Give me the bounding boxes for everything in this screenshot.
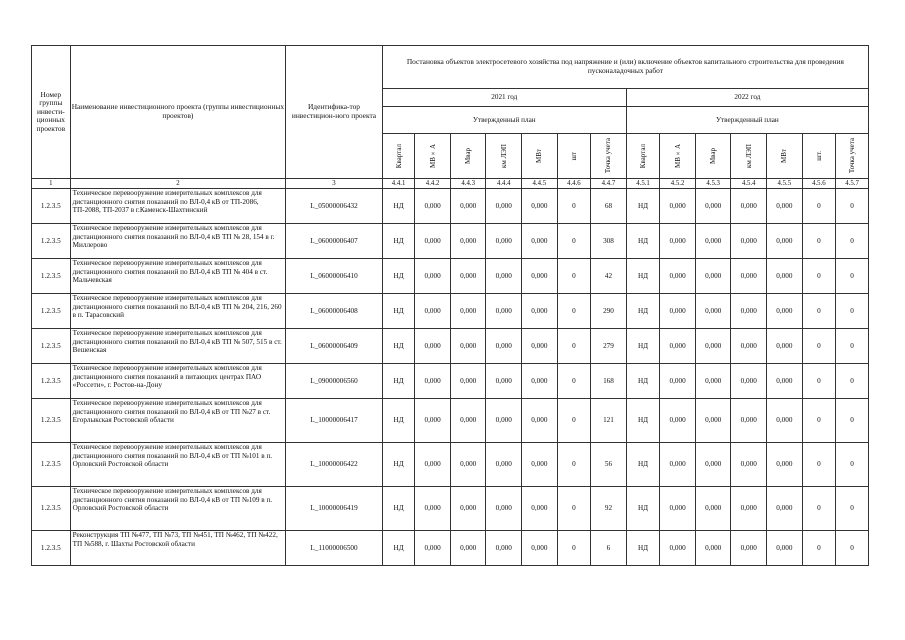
group-number-cell: 1.2.3.5 <box>32 329 71 364</box>
value-2022-cell: 0 <box>836 224 869 259</box>
value-2021-cell: НД <box>382 399 415 443</box>
header-year-2022: 2022 год <box>626 89 868 107</box>
project-id-cell: L_10000006419 <box>286 487 383 531</box>
project-id-cell: L_06000006408 <box>286 294 383 329</box>
table-row <box>32 259 869 294</box>
unit-2022-pcs: шт. <box>802 134 836 179</box>
value-2021-cell: 0,000 <box>522 443 558 487</box>
value-2022-cell: 0,000 <box>660 294 696 329</box>
value-2021-cell: НД <box>382 329 415 364</box>
value-2022-cell: 0,000 <box>660 259 696 294</box>
value-2021-cell: НД <box>382 224 415 259</box>
value-2022-cell: 0,000 <box>731 224 767 259</box>
column-number: 4.5.2 <box>660 179 696 189</box>
value-2021-cell: 0,000 <box>450 531 486 566</box>
table-header <box>32 46 869 189</box>
value-2022-cell: 0 <box>802 224 836 259</box>
value-2022-cell: 0,000 <box>767 259 803 294</box>
group-number-cell: 1.2.3.5 <box>32 487 71 531</box>
value-2022-cell: 0,000 <box>660 531 696 566</box>
value-2022-cell: 0,000 <box>660 224 696 259</box>
value-2022-cell: 0 <box>802 189 836 224</box>
unit-2021-quarter: Квартал <box>382 134 415 179</box>
value-2022-cell: 0,000 <box>731 294 767 329</box>
value-2022-cell: 0,000 <box>767 294 803 329</box>
header-plan-2021: Утвержденный план <box>382 107 626 134</box>
unit-2022-quarter: Квартал <box>626 134 660 179</box>
value-2022-cell: 0 <box>802 399 836 443</box>
project-id-cell: L_06000006407 <box>286 224 383 259</box>
value-2021-cell: НД <box>382 443 415 487</box>
value-2021-cell: НД <box>382 294 415 329</box>
unit-2022-metering-point: Точка учета <box>836 134 869 179</box>
project-name-cell: Техническое перевооружение измерительных комплексов для дистанционного снятия показаний по ВЛ-0,4 кВ от ТП-2086, ТП-2088, ТП-2037 в г.Каменск-Шахтинский <box>70 189 286 224</box>
value-2022-cell: 0,000 <box>767 329 803 364</box>
project-id-cell: L_10000006422 <box>286 443 383 487</box>
value-2021-cell: 0,000 <box>450 487 486 531</box>
value-2021-cell: 0,000 <box>415 399 451 443</box>
header-project-name: Наименование инвестиционного проекта (группы инвестиционных проектов) <box>70 46 286 179</box>
value-2022-cell: 0,000 <box>731 487 767 531</box>
value-2022-cell: 0,000 <box>767 364 803 399</box>
value-2021-cell: 0,000 <box>450 364 486 399</box>
value-2022-cell: 0 <box>836 364 869 399</box>
value-2021-cell: 0 <box>557 329 591 364</box>
column-number: 4.5.3 <box>695 179 731 189</box>
value-2021-cell: 0 <box>557 364 591 399</box>
project-name-cell: Реконструкция ТП №477, ТП №73, ТП №451, ТП №462, ТП №422, ТП №588, г. Шахты Ростовской области <box>70 531 286 566</box>
unit-2022-km: км ЛЭП <box>731 134 767 179</box>
table-row <box>32 224 869 259</box>
column-number: 4.4.4 <box>486 179 522 189</box>
value-2021-cell: 0,000 <box>486 487 522 531</box>
value-2022-cell: 0,000 <box>695 364 731 399</box>
value-2022-cell: 0,000 <box>731 189 767 224</box>
value-2022-cell: 0 <box>802 329 836 364</box>
group-number-cell: 1.2.3.5 <box>32 531 71 566</box>
unit-2022-mva: МВ×А <box>660 134 696 179</box>
value-2022-cell: 0,000 <box>660 364 696 399</box>
column-number: 2 <box>70 179 286 189</box>
value-2021-cell: 0,000 <box>450 224 486 259</box>
value-2022-cell: 0,000 <box>767 443 803 487</box>
value-2021-cell: 0,000 <box>486 364 522 399</box>
value-2021-cell: 0,000 <box>450 399 486 443</box>
value-2022-cell: НД <box>626 189 660 224</box>
group-number-cell: 1.2.3.5 <box>32 224 71 259</box>
value-2021-cell: НД <box>382 259 415 294</box>
value-2021-cell: 0,000 <box>415 364 451 399</box>
group-number-cell: 1.2.3.5 <box>32 364 71 399</box>
value-2021-cell: 0,000 <box>415 329 451 364</box>
value-2021-cell: 68 <box>591 189 627 224</box>
value-2021-cell: 0,000 <box>486 531 522 566</box>
value-2021-cell: 0,000 <box>450 259 486 294</box>
value-2022-cell: 0,000 <box>731 399 767 443</box>
value-2021-cell: 0,000 <box>522 294 558 329</box>
value-2022-cell: НД <box>626 294 660 329</box>
header-project-identifier: Идентифика-тор инвестицион-ного проекта <box>286 46 383 179</box>
column-number: 1 <box>32 179 71 189</box>
value-2021-cell: 0,000 <box>486 329 522 364</box>
column-number: 4.4.3 <box>450 179 486 189</box>
group-number-cell: 1.2.3.5 <box>32 443 71 487</box>
value-2021-cell: 0,000 <box>522 399 558 443</box>
value-2022-cell: 0,000 <box>695 531 731 566</box>
value-2021-cell: 0,000 <box>486 294 522 329</box>
value-2022-cell: 0 <box>836 189 869 224</box>
value-2021-cell: 0,000 <box>522 364 558 399</box>
group-number-cell: 1.2.3.5 <box>32 399 71 443</box>
value-2021-cell: НД <box>382 189 415 224</box>
unit-2021-km: км ЛЭП <box>486 134 522 179</box>
value-2021-cell: 0,000 <box>522 224 558 259</box>
unit-2021-pcs: шт <box>557 134 591 179</box>
value-2022-cell: 0,000 <box>767 224 803 259</box>
project-id-cell: L_06000006409 <box>286 329 383 364</box>
value-2021-cell: 0,000 <box>415 531 451 566</box>
value-2022-cell: 0,000 <box>767 531 803 566</box>
value-2022-cell: 0 <box>802 531 836 566</box>
value-2021-cell: 121 <box>591 399 627 443</box>
project-name-cell: Техническое перевооружение измерительных комплексов для дистанционного снятия показаний по ВЛ-0,4 кВ от ТП №101 в п. Орловский Ростовской области <box>70 443 286 487</box>
column-number: 4.5.7 <box>836 179 869 189</box>
value-2021-cell: 0,000 <box>522 259 558 294</box>
column-number: 4.4.6 <box>557 179 591 189</box>
value-2021-cell: 0 <box>557 224 591 259</box>
value-2021-cell: 0,000 <box>415 487 451 531</box>
value-2022-cell: 0,000 <box>695 487 731 531</box>
group-number-cell: 1.2.3.5 <box>32 189 71 224</box>
table-row <box>32 531 869 566</box>
value-2022-cell: 0 <box>836 531 869 566</box>
value-2021-cell: 0,000 <box>415 224 451 259</box>
value-2021-cell: 168 <box>591 364 627 399</box>
value-2022-cell: 0 <box>836 399 869 443</box>
unit-2021-mva: МВ×А <box>415 134 451 179</box>
value-2021-cell: 56 <box>591 443 627 487</box>
value-2021-cell: 0,000 <box>415 259 451 294</box>
column-numbers-row <box>32 179 869 189</box>
header-main-title: Постановка объектов электросетевого хозяйства под напряжение и (или) включение объектов капитального строительства для проведения пусконаладочных работ <box>382 46 868 89</box>
column-number: 4.4.5 <box>522 179 558 189</box>
value-2022-cell: 0,000 <box>731 259 767 294</box>
value-2021-cell: 0,000 <box>450 443 486 487</box>
value-2021-cell: 6 <box>591 531 627 566</box>
value-2022-cell: 0 <box>836 487 869 531</box>
value-2022-cell: 0,000 <box>767 487 803 531</box>
value-2022-cell: 0,000 <box>731 329 767 364</box>
investment-projects-table <box>31 45 869 566</box>
value-2022-cell: НД <box>626 259 660 294</box>
value-2021-cell: 0,000 <box>415 294 451 329</box>
value-2022-cell: 0,000 <box>695 259 731 294</box>
value-2022-cell: НД <box>626 399 660 443</box>
value-2021-cell: 0 <box>557 487 591 531</box>
value-2022-cell: 0,000 <box>695 294 731 329</box>
value-2021-cell: 0,000 <box>486 259 522 294</box>
value-2022-cell: НД <box>626 329 660 364</box>
project-name-cell: Техническое перевооружение измерительных комплексов для дистанционного снятия показаний по ВЛ-0,4 кВ ТП № 28, 154 в г. Миллерово <box>70 224 286 259</box>
value-2022-cell: 0,000 <box>767 189 803 224</box>
project-id-cell: L_05000006432 <box>286 189 383 224</box>
unit-2021-mvar: Мвар <box>450 134 486 179</box>
value-2022-cell: 0,000 <box>695 443 731 487</box>
value-2022-cell: 0,000 <box>695 329 731 364</box>
unit-2022-mw: МВт <box>767 134 803 179</box>
value-2022-cell: 0,000 <box>731 364 767 399</box>
value-2021-cell: 279 <box>591 329 627 364</box>
unit-2021-mw: МВт <box>522 134 558 179</box>
column-number: 4.5.1 <box>626 179 660 189</box>
value-2022-cell: 0 <box>802 487 836 531</box>
value-2022-cell: 0,000 <box>695 189 731 224</box>
unit-2022-mvar: Мвар <box>695 134 731 179</box>
value-2021-cell: 0,000 <box>522 531 558 566</box>
value-2021-cell: 0,000 <box>522 329 558 364</box>
column-number: 4.5.5 <box>767 179 803 189</box>
column-number: 4.4.2 <box>415 179 451 189</box>
value-2022-cell: НД <box>626 487 660 531</box>
value-2022-cell: 0 <box>836 443 869 487</box>
value-2021-cell: 0,000 <box>486 189 522 224</box>
value-2022-cell: 0,000 <box>731 443 767 487</box>
value-2022-cell: 0 <box>836 294 869 329</box>
value-2022-cell: 0 <box>802 443 836 487</box>
project-name-cell: Техническое перевооружение измерительных комплексов для дистанционного снятия показаний по ВЛ-0,4 кВ ТП № 507, 515 в ст. Вешенская <box>70 329 286 364</box>
value-2022-cell: 0,000 <box>660 487 696 531</box>
value-2021-cell: 0 <box>557 294 591 329</box>
value-2022-cell: 0,000 <box>660 443 696 487</box>
value-2021-cell: 0 <box>557 259 591 294</box>
value-2021-cell: 0 <box>557 443 591 487</box>
project-name-cell: Техническое перевооружение измерительных комплексов для дистанционного снятия показаний по ВЛ-0,4 кВ ТП № 204, 216, 260 в п. Тарасовский <box>70 294 286 329</box>
value-2022-cell: 0 <box>836 259 869 294</box>
value-2021-cell: 0,000 <box>415 443 451 487</box>
group-number-cell: 1.2.3.5 <box>32 294 71 329</box>
value-2022-cell: НД <box>626 531 660 566</box>
table-body <box>32 189 869 566</box>
table-row <box>32 487 869 531</box>
project-name-cell: Техническое перевооружение измерительных комплексов для дистанционного снятия показаний по ВЛ-0,4 кВ ТП № 404 в ст. Мальчевская <box>70 259 286 294</box>
project-name-cell: Техническое перевооружение измерительных комплексов для дистанционного снятия показаний в питающих центрах ПАО «Россети», г. Ростов-на-Дону <box>70 364 286 399</box>
project-name-cell: Техническое перевооружение измерительных комплексов для дистанционного снятия показаний по ВЛ-0,4 кВ от ТП №109 в п. Орловский Ростовской области <box>70 487 286 531</box>
value-2021-cell: НД <box>382 487 415 531</box>
value-2021-cell: НД <box>382 531 415 566</box>
project-id-cell: L_09000006560 <box>286 364 383 399</box>
value-2022-cell: 0 <box>802 364 836 399</box>
column-number: 3 <box>286 179 383 189</box>
value-2021-cell: 0 <box>557 189 591 224</box>
value-2022-cell: 0,000 <box>695 224 731 259</box>
value-2022-cell: НД <box>626 224 660 259</box>
table-row <box>32 443 869 487</box>
column-number: 4.4.1 <box>382 179 415 189</box>
value-2022-cell: 0,000 <box>660 189 696 224</box>
table-row <box>32 364 869 399</box>
column-number: 4.5.6 <box>802 179 836 189</box>
value-2021-cell: 92 <box>591 487 627 531</box>
value-2021-cell: 42 <box>591 259 627 294</box>
value-2021-cell: 0 <box>557 399 591 443</box>
value-2021-cell: 0,000 <box>522 189 558 224</box>
project-id-cell: L_06000006410 <box>286 259 383 294</box>
column-number: 4.4.7 <box>591 179 627 189</box>
value-2022-cell: 0,000 <box>731 531 767 566</box>
value-2022-cell: 0,000 <box>767 399 803 443</box>
value-2022-cell: 0 <box>836 329 869 364</box>
header-year-2021: 2021 год <box>382 89 626 107</box>
value-2021-cell: 0,000 <box>450 189 486 224</box>
value-2021-cell: 290 <box>591 294 627 329</box>
table-row <box>32 189 869 224</box>
value-2021-cell: НД <box>382 364 415 399</box>
value-2022-cell: 0,000 <box>695 399 731 443</box>
header-group-number: Номер группы инвести-ционных проектов <box>32 46 71 179</box>
value-2021-cell: 0,000 <box>522 487 558 531</box>
value-2022-cell: 0 <box>802 294 836 329</box>
value-2021-cell: 0,000 <box>486 224 522 259</box>
project-id-cell: L_11000006500 <box>286 531 383 566</box>
value-2021-cell: 0,000 <box>486 443 522 487</box>
value-2021-cell: 0,000 <box>450 329 486 364</box>
table-row <box>32 329 869 364</box>
value-2022-cell: НД <box>626 443 660 487</box>
project-id-cell: L_10000006417 <box>286 399 383 443</box>
table-row <box>32 294 869 329</box>
project-name-cell: Техническое перевооружение измерительных комплексов для дистанционного снятия показаний по ВЛ-0,4 кВ от ТП №27 в ст. Егорлыкская Ростовской области <box>70 399 286 443</box>
value-2021-cell: 0,000 <box>450 294 486 329</box>
group-number-cell: 1.2.3.5 <box>32 259 71 294</box>
value-2021-cell: 308 <box>591 224 627 259</box>
header-plan-2022: Утвержденный план <box>626 107 868 134</box>
value-2021-cell: 0,000 <box>415 189 451 224</box>
unit-2021-metering-point: Точка учета <box>591 134 627 179</box>
value-2021-cell: 0 <box>557 531 591 566</box>
value-2022-cell: 0,000 <box>660 329 696 364</box>
value-2022-cell: 0,000 <box>660 399 696 443</box>
table-row <box>32 399 869 443</box>
value-2022-cell: НД <box>626 364 660 399</box>
value-2022-cell: 0 <box>802 259 836 294</box>
value-2021-cell: 0,000 <box>486 399 522 443</box>
column-number: 4.5.4 <box>731 179 767 189</box>
